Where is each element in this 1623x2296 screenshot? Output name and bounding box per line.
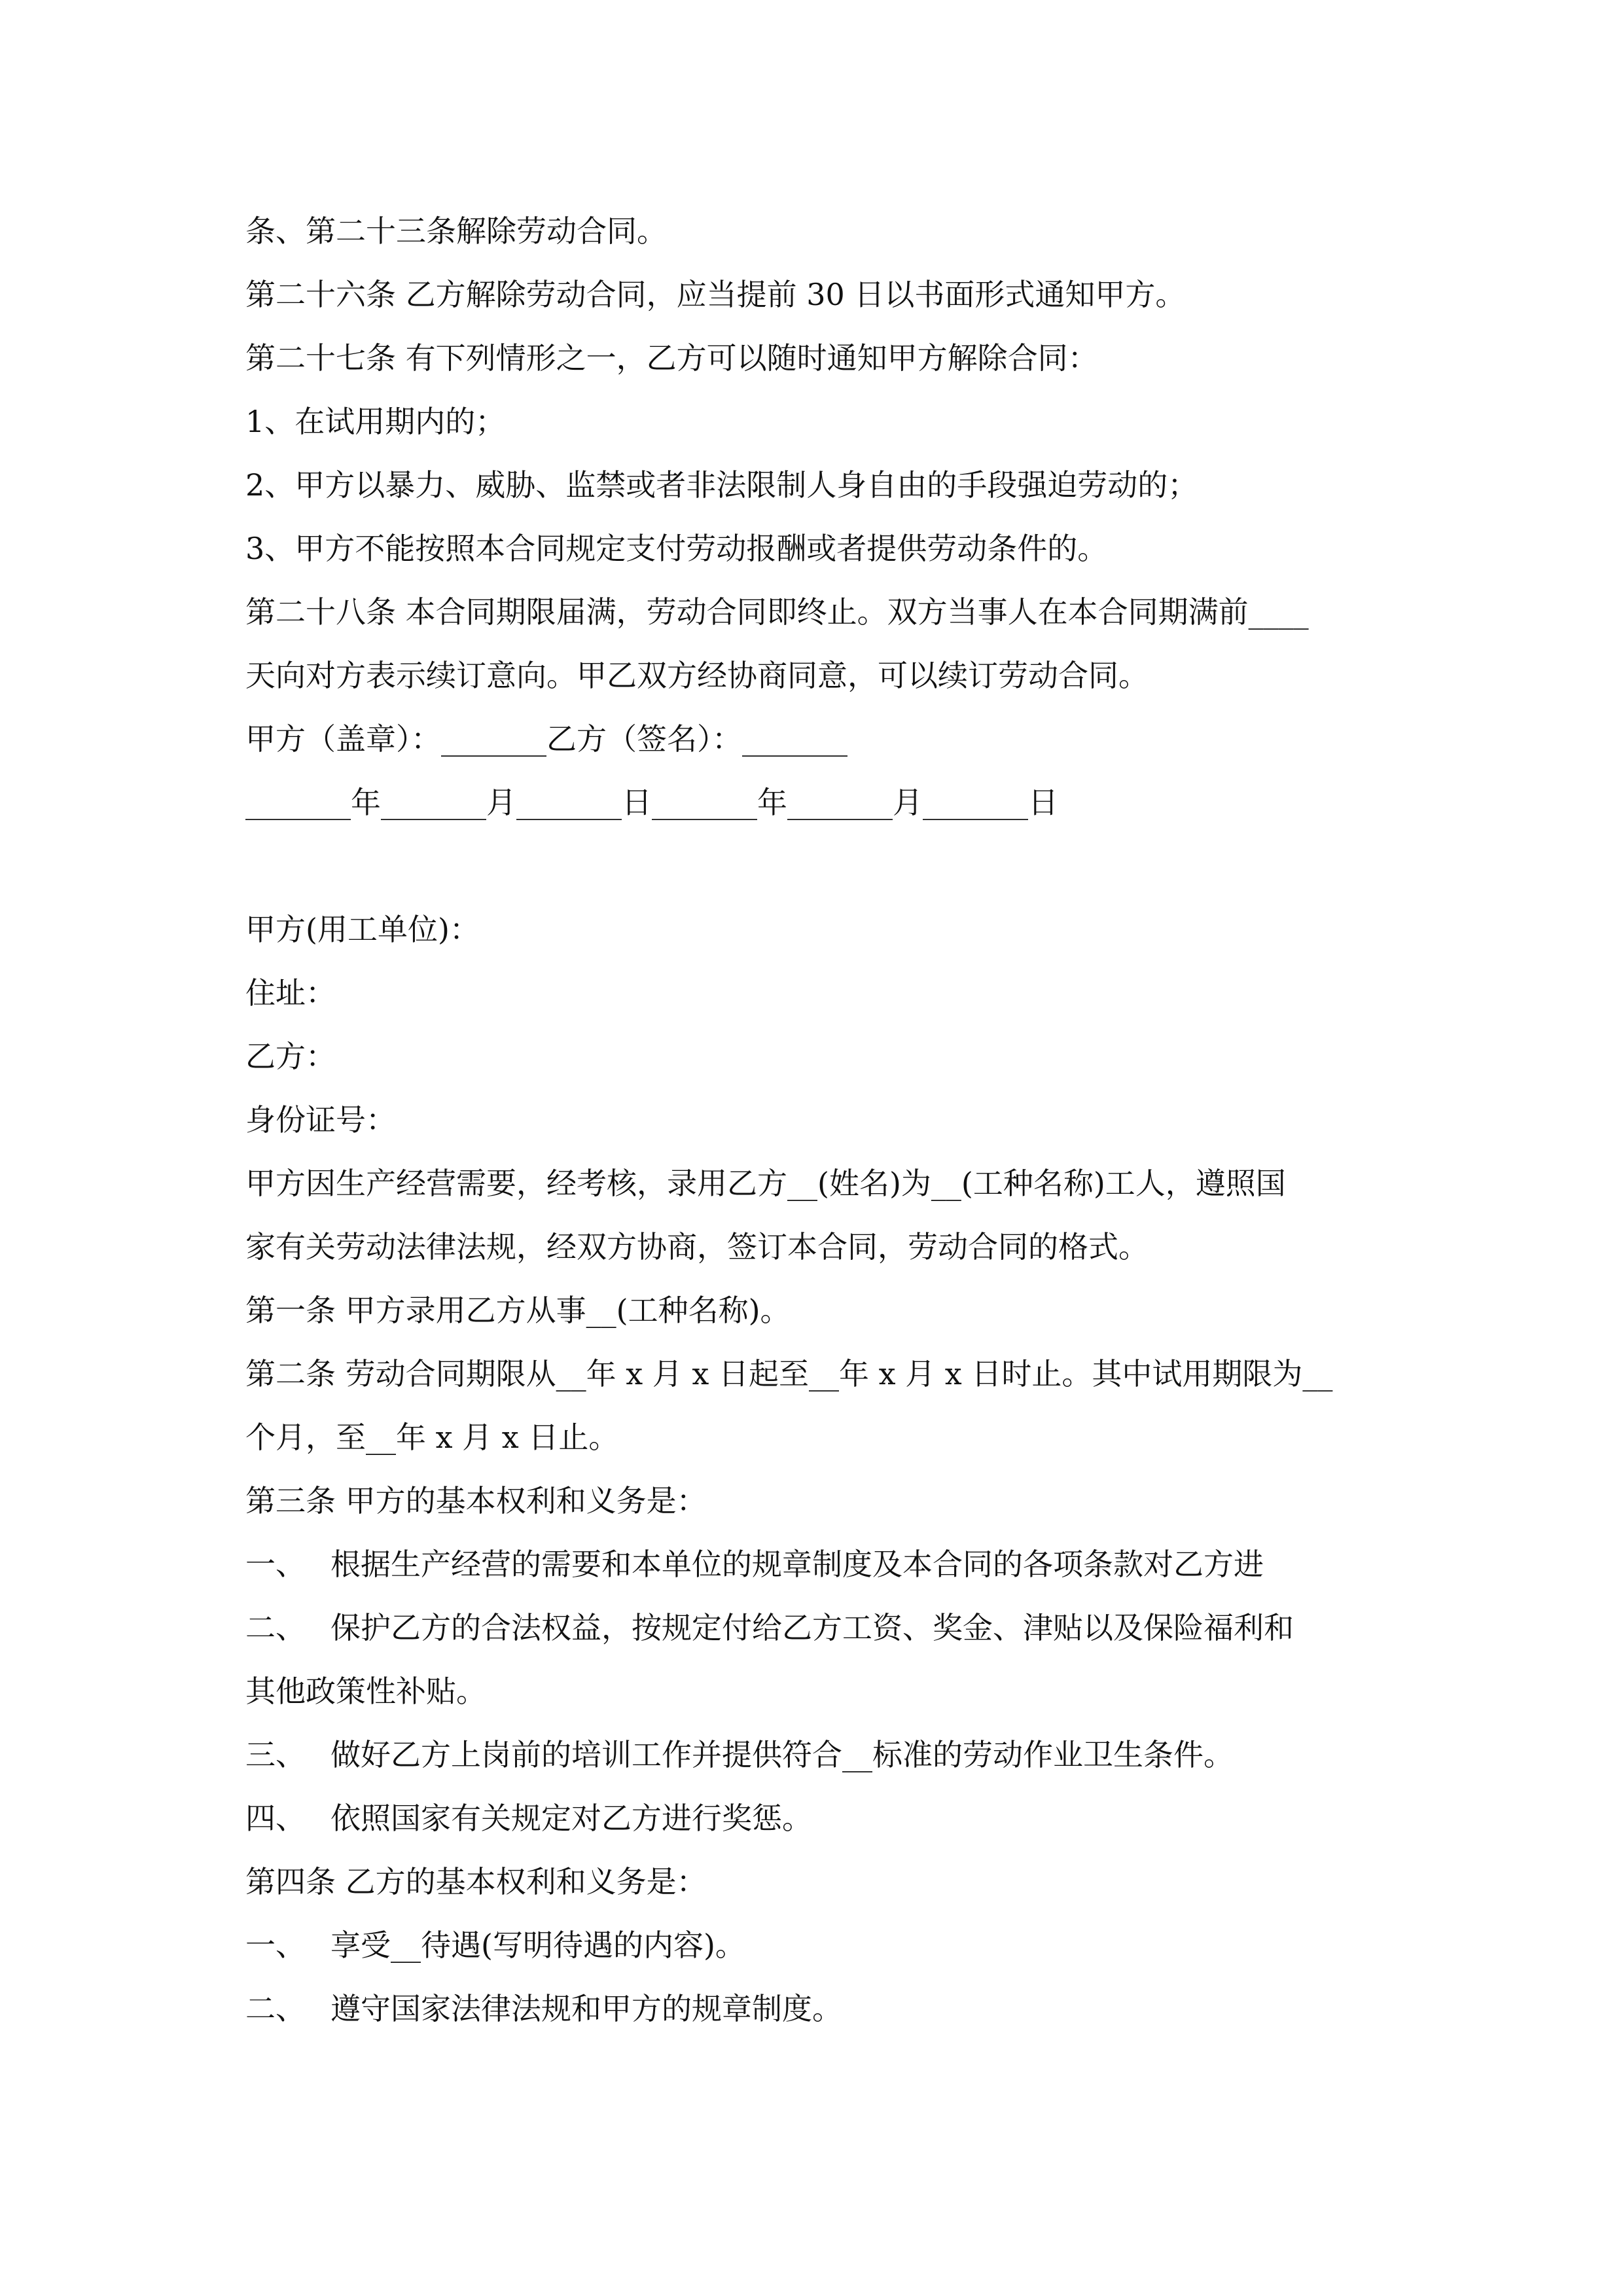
list-item-text: 享受__待遇(写明待遇的内容)。 [330, 1928, 745, 1963]
list-item [245, 1914, 1384, 1977]
text-line: 2、甲方以暴力、威胁、监禁或者非法限制人身自由的手段强迫劳动的； [245, 467, 1198, 503]
list-item-number: 二、 [245, 1610, 306, 1645]
text-line: 第二十八条 本合同期限届满，劳动合同即终止。双方当事人在本合同期满前____ [245, 594, 1309, 630]
text-line: 1、在试用期内的； [245, 404, 506, 439]
text-line: 家有关劳动法律法规，经双方协商，签订本合同，劳动合同的格式。 [245, 1229, 1149, 1265]
list-item [245, 1977, 1384, 2041]
text-line: 天向对方表示续订意向。甲乙双方经协商同意，可以续订劳动合同。 [245, 658, 1149, 693]
list-item [245, 1533, 1384, 1596]
section-gap [245, 834, 1384, 898]
list-item-number: 一、 [245, 1928, 306, 1963]
text-line: 第三条 甲方的基本权利和义务是： [245, 1483, 707, 1518]
text-line: 条、第二十三条解除劳动合同。 [245, 213, 667, 249]
text-line: 3、甲方不能按照本合同规定支付劳动报酬或者提供劳动条件的。 [245, 531, 1108, 566]
text-line: 甲方(用工单位)： [245, 912, 480, 947]
list-item [245, 1723, 1384, 1787]
text-line: 第一条 甲方录用乙方从事__(工种名称)。 [245, 1293, 791, 1328]
list-item-text: 依照国家有关规定对乙方进行奖惩。 [330, 1801, 812, 1836]
text-line: 身份证号： [245, 1102, 396, 1138]
text-line: 第四条 乙方的基本权利和义务是： [245, 1864, 707, 1899]
text-line: 第二十六条 乙方解除劳动合同，应当提前 30 日以书面形式通知甲方。 [245, 277, 1186, 312]
list-item-number: 三、 [245, 1737, 306, 1772]
text-line: 第二十七条 有下列情形之一，乙方可以随时通知甲方解除合同： [245, 340, 1098, 376]
list-item-text: 根据生产经营的需要和本单位的规章制度及本合同的各项条款对乙方进 [330, 1547, 1264, 1582]
text-line: 乙方： [245, 1039, 336, 1074]
document-body [245, 200, 1384, 2041]
list-item-text: 做好乙方上岗前的培训工作并提供符合__标准的劳动作业卫生条件。 [330, 1737, 1234, 1772]
text-line: 甲方因生产经营需要，经考核，录用乙方__(姓名)为__(工种名称)工人，遵照国 [245, 1166, 1286, 1201]
date-line: _______年_______月_______日_______年_______月_______日 [245, 785, 1058, 820]
list-item-number: 二、 [245, 1991, 306, 2026]
list-item [245, 1787, 1384, 1850]
list-item-text: 保护乙方的合法权益，按规定付给乙方工资、奖金、津贴以及保险福利和 [330, 1610, 1294, 1645]
list-item [245, 1596, 1384, 1660]
text-line: 其他政策性补贴。 [245, 1674, 486, 1709]
text-line: 住址： [245, 975, 336, 1011]
signature-line: 甲方（盖章）：_______乙方（签名）：_______ [245, 721, 847, 757]
list-item-number: 一、 [245, 1547, 306, 1582]
text-line: 个月，至__年 x 月 x 日止。 [245, 1420, 619, 1455]
text-line: 第二条 劳动合同期限从__年 x 月 x 日起至__年 x 月 x 日时止。其中试用期限为__ [245, 1356, 1333, 1391]
list-item-number: 四、 [245, 1801, 306, 1836]
list-item-text: 遵守国家法律法规和甲方的规章制度。 [330, 1991, 842, 2026]
